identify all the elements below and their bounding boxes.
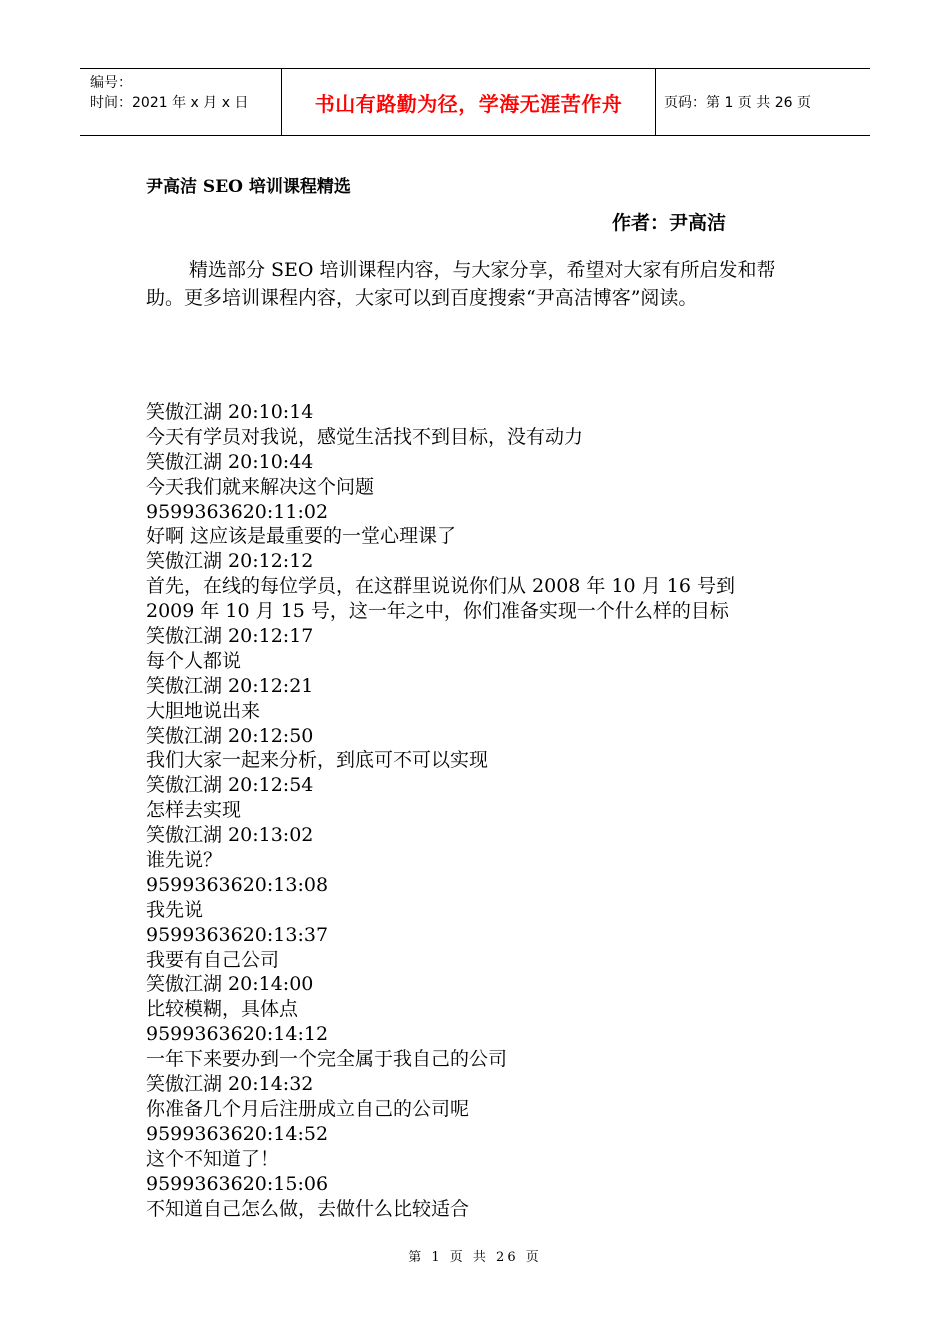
chat-line: 笑傲江湖 20:12:50	[146, 724, 314, 747]
chat-line: 笑傲江湖 20:12:54	[146, 774, 314, 797]
document-author: 作者：尹高洁	[612, 212, 727, 234]
number-label: 编号：	[90, 75, 132, 91]
intro-paragraph: 精选部分 SEO 培训课程内容，与大家分享，希望对大家有所启发和帮助。更多培训课程内容，大家可以到百度搜索“尹高洁博客”阅读。	[146, 259, 776, 309]
chat-line: 笑傲江湖 20:10:14	[146, 401, 314, 423]
chat-line: 谁先说？	[146, 849, 223, 872]
chat-line: 你准备几个月后注册成立自己的公司呢	[146, 1097, 470, 1120]
chat-line: 这个不知道了！	[146, 1147, 280, 1170]
chat-line: 笑傲江湖 20:12:17	[146, 625, 314, 648]
chat-line: 首先，在线的每位学员，在这群里说说你们从 2008 年 10 月 16 号到	[146, 575, 735, 598]
header-table	[80, 68, 870, 136]
chat-line: 9599363620:14:52	[146, 1122, 329, 1145]
chat-line: 今天我们就来解决这个问题	[146, 475, 375, 498]
chat-line: 9599363620:13:08	[146, 873, 329, 896]
chat-line: 笑傲江湖 20:12:12	[146, 550, 314, 573]
chat-line: 大胆地说出来	[146, 699, 261, 722]
chat-line: 我先说	[146, 898, 204, 921]
chat-line: 每个人都说	[146, 649, 242, 672]
date-label: 时间：2021 年 x 月 x 日	[90, 95, 249, 111]
motto-text: 书山有路勤为径，学海无涯苦作舟	[314, 91, 623, 116]
chat-line: 2009 年 10 月 15 号，这一年之中，你们准备实现一个什么样的目标	[146, 600, 729, 623]
page-label: 页码：第 1 页 共 26 页	[664, 95, 811, 111]
chat-line: 9599363620:11:02	[146, 500, 329, 523]
chat-line: 一年下来要办到一个完全属于我自己的公司	[146, 1048, 508, 1071]
chat-line: 笑傲江湖 20:12:21	[146, 674, 314, 697]
chat-line: 怎样去实现	[146, 799, 242, 822]
chat-line: 9599363620:14:12	[146, 1023, 329, 1046]
chat-line: 9599363620:15:06	[146, 1172, 329, 1195]
chat-line: 好啊 这应该是最重要的一堂心理课了	[146, 525, 457, 548]
chat-line: 不知道自己怎么做，去做什么比较适合	[146, 1197, 470, 1220]
chat-line: 笑傲江湖 20:13:02	[146, 824, 314, 847]
chat-transcript	[146, 400, 826, 1221]
chat-line: 笑傲江湖 20:10:44	[146, 450, 314, 473]
chat-line: 今天有学员对我说，感觉生活找不到目标，没有动力	[146, 425, 584, 448]
chat-line: 比较模糊，具体点	[146, 998, 299, 1021]
chat-line: 笑傲江湖 20:14:32	[146, 1073, 314, 1096]
chat-line: 笑傲江湖 20:14:00	[146, 973, 314, 996]
header-motto-cell	[282, 69, 656, 135]
chat-line: 我要有自己公司	[146, 948, 280, 971]
header-meta-cell	[80, 69, 282, 135]
chat-line: 9599363620:13:37	[146, 923, 329, 946]
header-page-cell	[656, 69, 870, 135]
document-title: 尹高洁 SEO 培训课程精选	[146, 177, 351, 197]
page-footer: 第 1 页 共 26 页	[408, 1250, 542, 1265]
chat-line: 我们大家一起来分析，到底可不可以实现	[146, 749, 489, 772]
